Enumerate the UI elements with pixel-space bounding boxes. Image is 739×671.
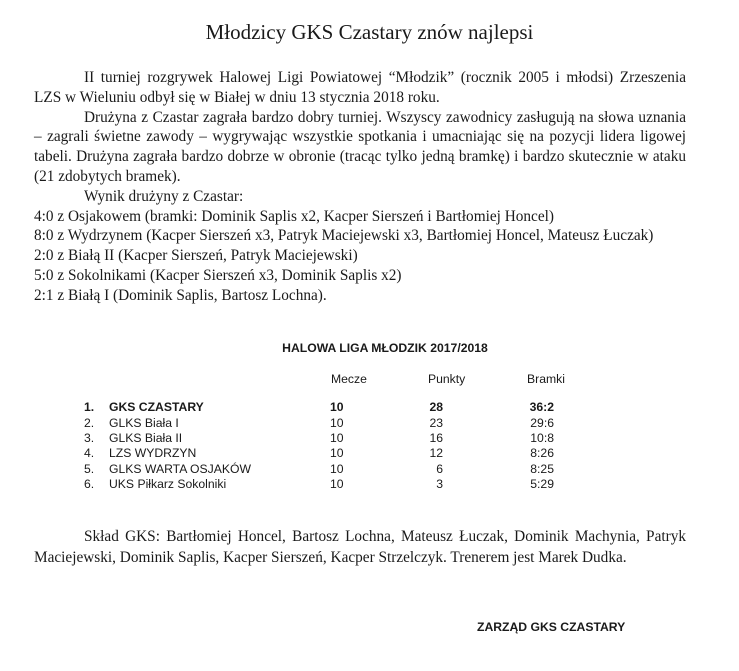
table-row [84, 400, 584, 416]
result-line: 5:0 z Sokolnikami (Kacper Sierszeń x3, Dominik Saplis x2) [34, 266, 402, 284]
article-title: Młodzicy GKS Czastary znów najlepsi [205, 20, 534, 44]
table-row [84, 431, 584, 446]
results-intro: Wynik drużyny z Czastar: [84, 187, 244, 205]
matches: 10 [330, 431, 344, 446]
team-name: LZS WYDRZYN [109, 446, 197, 461]
result-line: 8:0 z Wydrzynem (Kacper Sierszeń x3, Patryk Maciejewski x3, Bartłomiej Honcel, Mateusz Łuczak) [34, 227, 654, 245]
position: 4. [84, 446, 95, 461]
goals: 8:26 [530, 446, 554, 461]
standings-table [84, 400, 584, 492]
matches: 10 [330, 461, 344, 476]
goals: 5:29 [530, 476, 554, 491]
matches: 10 [330, 446, 344, 461]
result-line: 2:1 z Białą I (Dominik Saplis, Bartosz Lochna). [34, 286, 327, 304]
points: 3 [436, 476, 443, 491]
position: 6. [84, 476, 95, 491]
table-row [84, 477, 584, 492]
signature: ZARZĄD GKS CZASTARY [477, 620, 626, 634]
team-name: GLKS WARTA OSJAKÓW [109, 461, 251, 476]
team-name: GLKS Biała II [109, 431, 183, 446]
team-name: UKS Piłkarz Sokolniki [109, 476, 227, 491]
goals: 8:25 [530, 461, 554, 476]
points: 23 [429, 415, 443, 430]
matches: 10 [330, 415, 344, 430]
article-body [34, 68, 686, 306]
goals: 10:8 [530, 431, 554, 446]
points: 16 [429, 431, 443, 446]
header-punkty: Punkty [428, 372, 466, 386]
points: 6 [436, 461, 443, 476]
goals: 36:2 [529, 400, 554, 414]
result-line: 2:0 z Białą II (Kacper Sierszeń, Patryk Maciejewski) [34, 247, 358, 265]
goals: 29:6 [530, 415, 554, 430]
points: 28 [429, 400, 443, 414]
position: 1. [84, 400, 95, 414]
table-row [84, 416, 584, 431]
team-name: GKS CZASTARY [109, 400, 204, 414]
table-title: HALOWA LIGA MŁODZIK 2017/2018 [282, 341, 488, 355]
matches: 10 [330, 400, 344, 414]
header-bramki: Bramki [527, 372, 565, 386]
table-row [84, 462, 584, 477]
result-line: 4:0 z Osjakowem (bramki: Dominik Saplis x2, Kacper Sierszeń i Bartłomiej Honcel) [34, 207, 554, 225]
position: 3. [84, 431, 95, 446]
position: 5. [84, 461, 95, 476]
squad-paragraph: Skład GKS: Bartłomiej Honcel, Bartosz Lochna, Mateusz Łuczak, Dominik Machynia, Patryk Maciejewski, Dominik Saplis, Kacper Sierszeń, Kacper Strzelczyk. Trenerem jest Marek Dudka. [34, 528, 686, 566]
header-mecze: Mecze [331, 372, 367, 386]
points: 12 [429, 446, 443, 461]
paragraph-summary: Drużyna z Czastar zagrała bardzo dobry turniej. Wszyscy zawodnicy zasługują na słowa uznania – zagrali świetne zawody – wygrywając wszystkie spotkania i umacniając się na pozycji lidera ligowej tabeli. Drużyna zagrała bardzo dobrze w obronie (tracąc tylko jedną bramkę) i bardzo skutecznie w ataku (21 zdobytych bramek). [34, 108, 686, 185]
table-row [84, 446, 584, 461]
team-name: GLKS Biała I [109, 415, 179, 430]
matches: 10 [330, 476, 344, 491]
paragraph-intro: II turniej rozgrywek Halowej Ligi Powiatowej “Młodzik” (rocznik 2005 i młodsi) Zrzeszenia LZS w Wieluniu odbył się w Białej w dniu 13 stycznia 2018 roku. [34, 69, 686, 106]
position: 2. [84, 415, 95, 430]
